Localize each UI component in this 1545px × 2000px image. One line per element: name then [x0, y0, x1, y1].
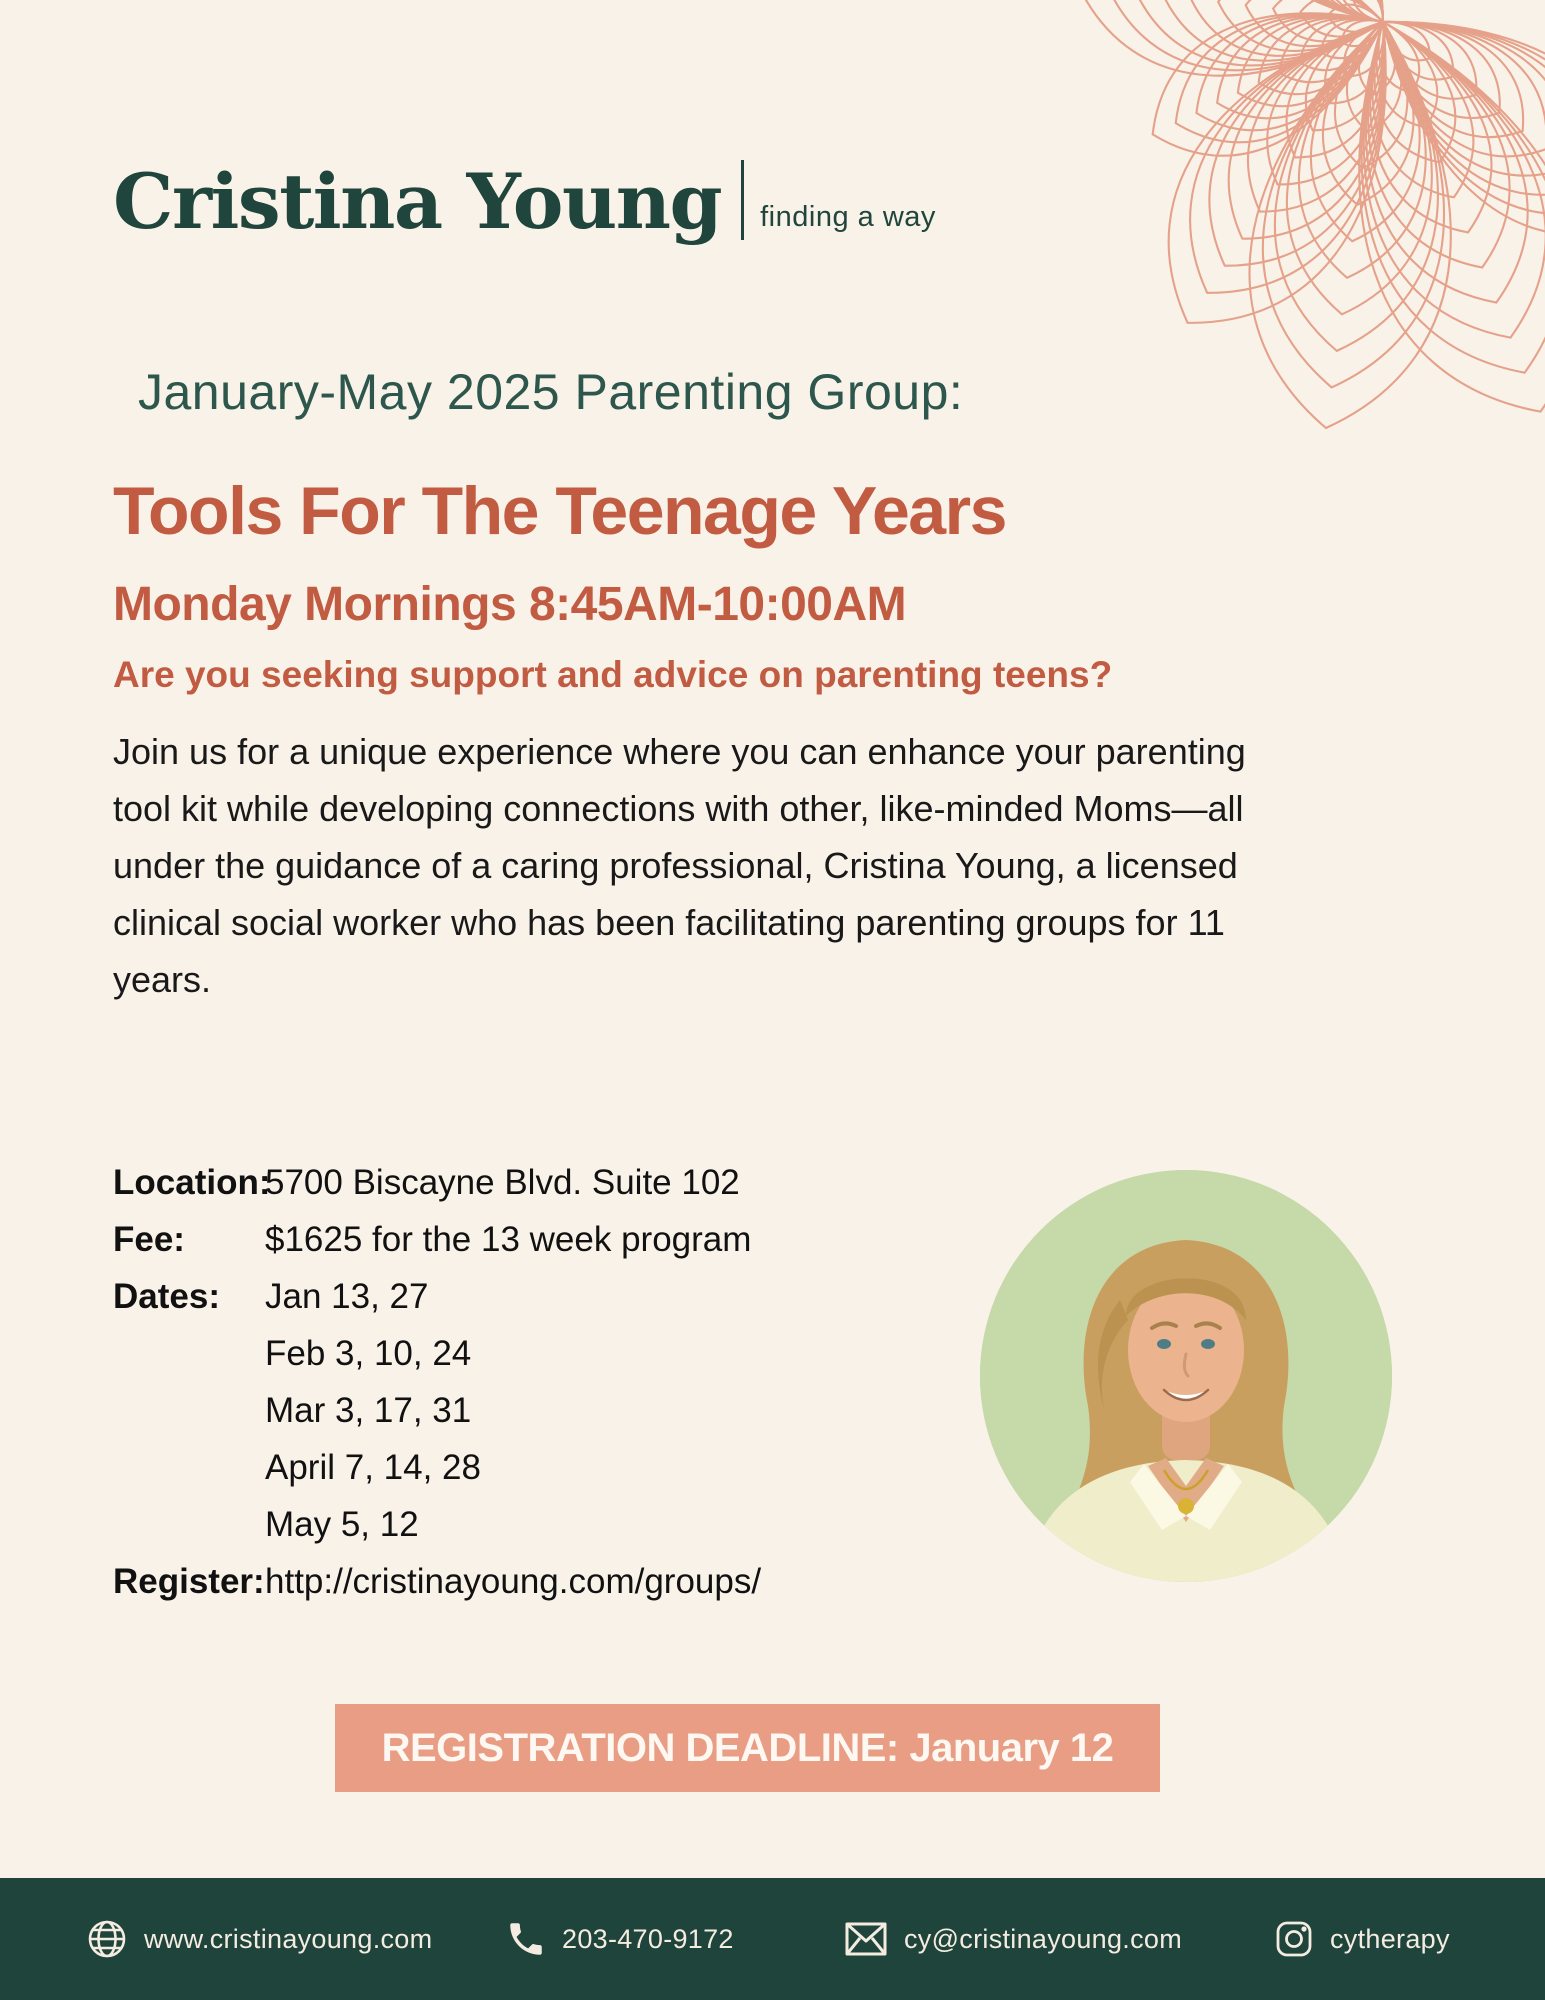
page-title: Tools For The Teenage Years: [113, 473, 1006, 549]
registration-deadline-banner: [335, 1704, 1160, 1792]
question-heading: Are you seeking support and advice on parenting teens?: [113, 654, 1113, 695]
instagram-link[interactable]: [1273, 1878, 1450, 2000]
detail-label: Fee:: [113, 1220, 185, 1259]
portrait-illustration: [980, 1170, 1392, 1582]
detail-row-dates-mar: [113, 1382, 761, 1439]
detail-label: Register:: [113, 1562, 265, 1601]
email-text: cy@cristinayoung.com: [904, 1923, 1183, 1954]
detail-row-fee: [113, 1211, 761, 1268]
phone-text: 203-470-9172: [562, 1923, 734, 1954]
detail-row-dates-april: [113, 1439, 761, 1496]
phone-link[interactable]: [505, 1878, 734, 2000]
detail-value: April 7, 14, 28: [265, 1448, 481, 1487]
footer-bar: [0, 1878, 1545, 2000]
logo-wordmark: Cristina Young: [113, 157, 722, 246]
globe-icon: [85, 1917, 129, 1961]
detail-row-dates-may: [113, 1496, 761, 1553]
website-text: www.cristinayoung.com: [144, 1923, 433, 1954]
detail-value: Mar 3, 17, 31: [265, 1391, 472, 1430]
website-link[interactable]: [85, 1878, 432, 2000]
flower-line-decoration: [985, 0, 1545, 430]
register-url[interactable]: http://cristinayoung.com/groups/: [265, 1562, 762, 1601]
detail-label: Dates:: [113, 1277, 220, 1316]
detail-value: May 5, 12: [265, 1505, 419, 1544]
detail-row-register: [113, 1553, 761, 1610]
detail-value: $1625 for the 13 week program: [265, 1220, 752, 1259]
detail-label: [113, 1325, 265, 1382]
schedule-heading: Monday Mornings 8:45AM-10:00AM: [113, 578, 907, 631]
detail-value: Jan 13, 27: [265, 1277, 429, 1316]
detail-value: Feb 3, 10, 24: [265, 1334, 472, 1373]
logo: [113, 157, 936, 246]
detail-label: [113, 1496, 265, 1553]
detail-value: 5700 Biscayne Blvd. Suite 102: [265, 1163, 740, 1202]
details-list: [113, 1154, 761, 1610]
instagram-text: cytherapy: [1330, 1923, 1450, 1954]
detail-label: Location:: [113, 1163, 271, 1202]
kicker-heading: January-May 2025 Parenting Group:: [138, 364, 964, 420]
phone-icon: [505, 1918, 547, 1960]
detail-row-dates-feb: [113, 1325, 761, 1382]
logo-tagline: finding a way: [760, 201, 936, 233]
profile-photo: [980, 1170, 1392, 1582]
detail-label: [113, 1382, 265, 1439]
email-link[interactable]: [843, 1878, 1182, 2000]
detail-row-dates: [113, 1268, 761, 1325]
about-paragraph: Join us for a unique experience where you can enhance your parenting tool kit while developing connections with other, like-minded Moms—all under the guidance of a caring professional, Cristina Young, a licensed clinical social worker who has been facilitating parenting groups for 11 years.: [113, 731, 1246, 1000]
instagram-icon: [1273, 1918, 1315, 1960]
detail-row-location: [113, 1154, 761, 1211]
mail-icon: [843, 1919, 889, 1959]
logo-divider: [741, 160, 744, 240]
detail-label: [113, 1439, 265, 1496]
registration-deadline-text: REGISTRATION DEADLINE: January 12: [381, 1725, 1114, 1770]
